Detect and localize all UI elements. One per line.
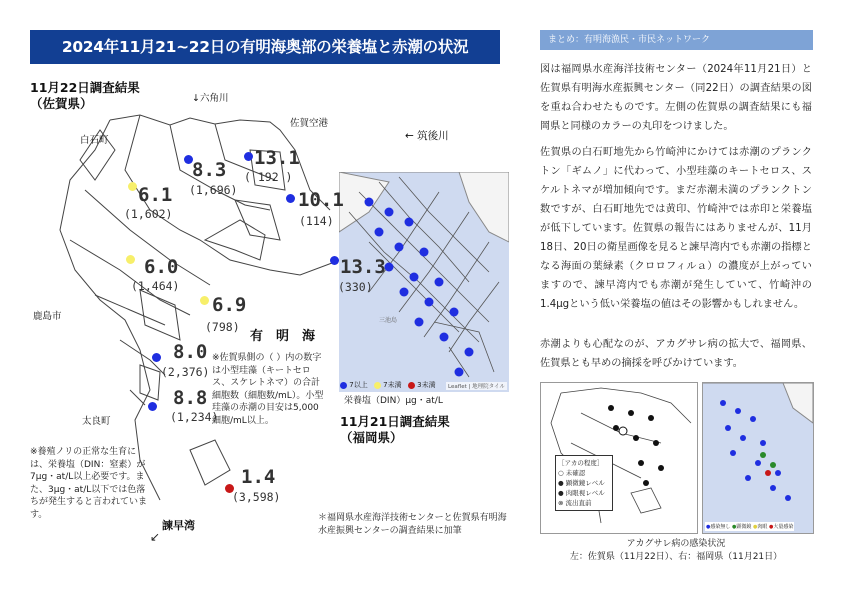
station-value: 8.0 (173, 341, 208, 363)
fukuoka-station-dot (415, 318, 424, 327)
label-rokkaku-river: ↓六角川 (192, 93, 229, 104)
nutrient-legend (340, 380, 436, 390)
label-shiroishi: 白石町 (80, 135, 109, 146)
saga-count-note: ※佐賀県側の（ ）内の数字は小型珪藻（キートセロス、スケレトネマ）の合計細胞数（細胞数/mL）。小型珪藻の赤潮の目安は5,000細胞/mL以上。 (212, 353, 324, 426)
station-dot (286, 194, 295, 203)
label-tara: 太良町 (82, 416, 111, 427)
fukuoka-station-dot (375, 228, 384, 237)
legend-item: 7以上 (349, 381, 368, 389)
station-dot (200, 296, 209, 305)
description-paragraph: 佐賀県の白石町地先から竹崎沖にかけては赤潮のプランクトン「ギムノ」に代わって、小型珪藻のキートセロス、スケルトネマが増加傾向です。まだ赤潮未満のプランクトン数ですが、白石町地先では黄印、竹崎沖では赤印と栄養塩が低下しています。佐賀県の報告にはありませんが、11月18日、20日の衛星画像を見ると諫早湾内でも赤潮の指標となる海面の葉緑素（クロロフィルａ）の濃度が上がっていますので、諫早湾内でも赤潮が発生していて、竹崎沖の1.4μgという低い栄養塩の値はその影響かもしれません。 (540, 147, 812, 310)
station-value: 13.1 (254, 147, 300, 169)
source-note: ＊福岡県水産海洋技術センターと佐賀県有明海水産振興センターの調査結果に加筆 (318, 513, 507, 536)
station-count: (1,696) (189, 183, 238, 197)
description-paragraph: 赤潮よりも心配なのが、アカグサレ病の拡大で、福岡県、佐賀県とも早めの摘採を呼びかけています。 (540, 339, 812, 369)
fukuoka-station-dot (435, 278, 444, 287)
map-attribution: Leaflet | 地理院タイル (448, 384, 505, 390)
legend-item: 流出直前 (565, 499, 592, 507)
saga-heading: 11月22日調査結果 （佐賀県） (30, 80, 140, 111)
station-count: (330) (338, 280, 373, 294)
label-isahaya-bay: 諫早湾 (162, 519, 195, 532)
legend-red-dot (408, 382, 415, 389)
fukuoka-station-dot (400, 288, 409, 297)
akagusare-legend: ［アカの程度］ ○ 未確認 ● 顕微鏡レベル ● 肉眼視レベル ⊗ 流出直前 (555, 455, 613, 511)
station-count: (1,464) (131, 279, 180, 293)
fukuoka-station-dot (385, 263, 394, 272)
station-count: (798) (205, 320, 240, 334)
fukuoka-station-dot (365, 198, 374, 207)
legend-item: 大量感染 (773, 524, 794, 530)
station-count: (2,376) (161, 365, 210, 379)
page-title: 2024年11月21~22日の有明海奥部の栄養塩と赤潮の状況 (30, 30, 500, 64)
station-dot (330, 256, 339, 265)
isahaya-arrow-icon: ↙ (150, 530, 161, 544)
station-dot (244, 152, 253, 161)
station-value: 1.4 (241, 466, 276, 488)
legend-blue-dot (340, 382, 347, 389)
legend-item: 肉眼視レベル (565, 489, 605, 497)
fukuoka-station-dot (410, 273, 419, 282)
station-value: 10.1 (298, 189, 344, 211)
fukuoka-station-dot (425, 298, 434, 307)
fukuoka-station-dot (450, 308, 459, 317)
fukuoka-station-dot (465, 348, 474, 357)
station-dot (148, 402, 157, 411)
station-count: (3,598) (232, 490, 281, 504)
label-ariake-sea: 有 明 海 (250, 329, 316, 344)
station-count: (1,234) (170, 410, 219, 424)
fukuoka-map-label: 三池島 (379, 317, 398, 324)
station-value: 13.3 (340, 256, 386, 278)
legend-caption: 栄養塩（DIN）μg・at/L (344, 396, 443, 406)
legend-yellow-dot (374, 382, 381, 389)
legend-item: 顕微鏡 (736, 524, 752, 530)
legend-item: 3未満 (417, 381, 436, 389)
credit-label: まとめ：有明海漁民・市民ネットワーク (540, 30, 813, 50)
station-value: 6.9 (212, 294, 247, 316)
fukuoka-station-dot (440, 333, 449, 342)
fukuoka-station-dot (405, 218, 414, 227)
station-value: 6.0 (144, 256, 179, 278)
station-value: 8.3 (192, 159, 227, 181)
station-dot (126, 255, 135, 264)
label-chikugo-river: ← 筑後川 (405, 130, 449, 142)
fukuoka-station-dot (385, 208, 394, 217)
station-value: 6.1 (138, 184, 173, 206)
akagusare-saga-map (540, 382, 698, 534)
station-dot (128, 182, 137, 191)
station-value: 8.8 (173, 387, 208, 409)
label-kashima: 鹿島市 (33, 311, 62, 322)
akagusare-legend-title: ［アカの程度］ (558, 459, 604, 467)
label-saga-airport: 佐賀空港 (290, 118, 329, 129)
akagusare-fukuoka-map (702, 382, 814, 534)
fukuoka-heading: 11月21日調査結果 （福岡県） (340, 414, 450, 445)
description-paragraph: 図は福岡県水産海洋技術センター（2024年11月21日）と佐賀県有明海水産振興センター（同22日）の調査結果の図を重ね合わせたものです。左側の佐賀県の調査結果にも福岡県と同様のカラーの丸印をつけました。 (540, 64, 812, 132)
legend-item: 肉眼 (757, 524, 768, 530)
legend-item: 7未満 (383, 381, 402, 389)
legend-item: 未確認 (565, 469, 586, 477)
fukuoka-station-dot (395, 243, 404, 252)
fukuoka-station-dot (420, 248, 429, 257)
station-dot (152, 353, 161, 362)
legend-item: 感染無し (710, 524, 731, 530)
akagusare-caption: アカグサレ病の感染状況 左：佐賀県（11月22日）、右：福岡県（11月21日） (569, 539, 783, 562)
fukuoka-station-dot (455, 368, 464, 377)
station-count: ( 192 ) (244, 170, 293, 184)
station-count: (114) (299, 214, 334, 228)
akagusare-fukuoka-legend: ●感染無し ●顕微鏡 ●肉眼 ●大量感染 (706, 524, 794, 530)
station-count: (1,602) (124, 207, 173, 221)
nutrient-threshold-note: ※養殖ノリの正常な生育には、栄養塩（DIN：窒素）が7μg・at/L以上必要です。また、3μg・at/L以下では色落ちが発生すると言われています。 (30, 447, 148, 520)
legend-item: 顕微鏡レベル (565, 479, 605, 487)
